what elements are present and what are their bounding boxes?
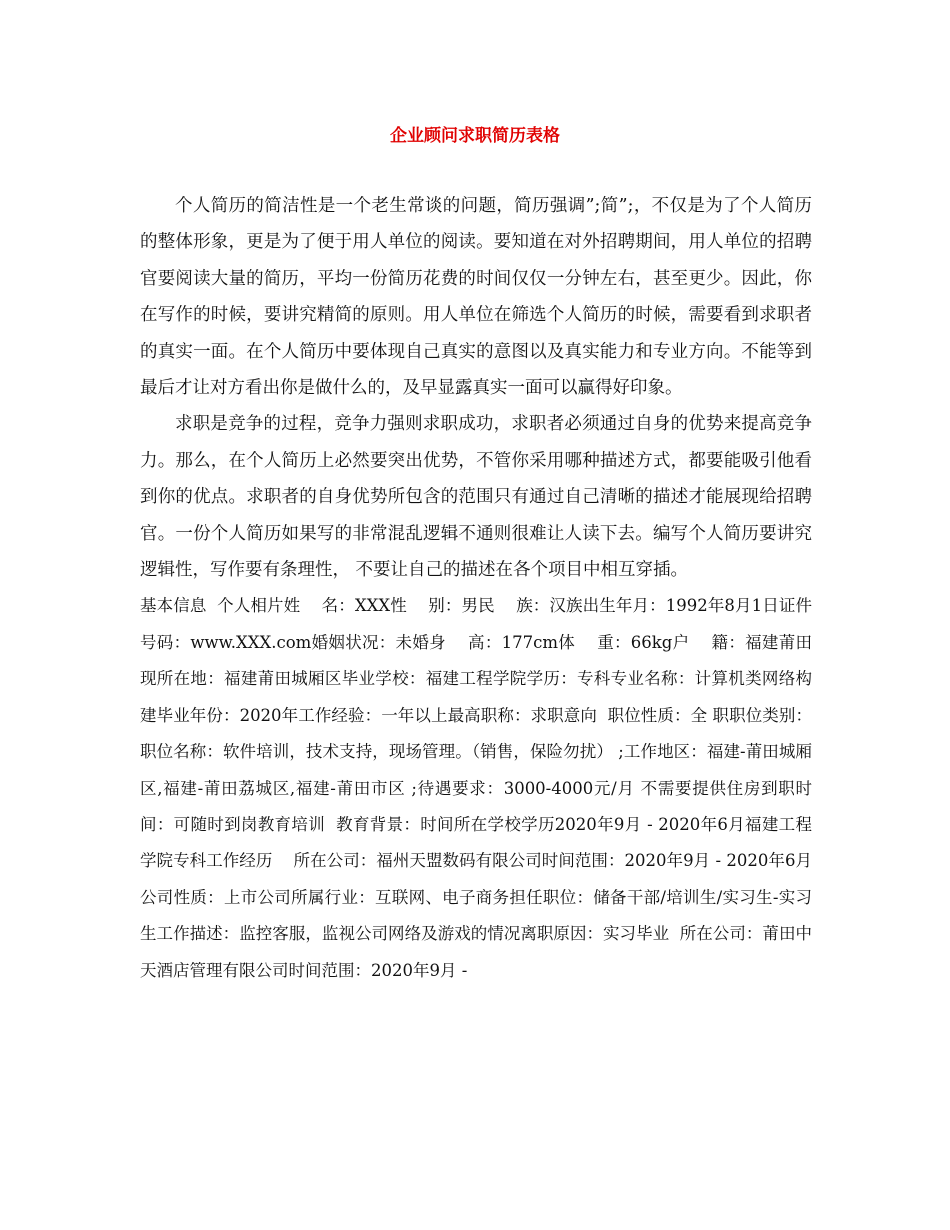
resume-info-block: 基本信息 个人相片姓 名：XXX性 别：男民 族：汉族出生年月：1992年8月1日证件号码：www.XXX.com婚姻状况：未婚身 高：177cm体 重：66kg户 籍：福建莆田现所在地：福建莆田城厢区毕业学校：福建工程学院学历：专科专业名称：计算机类网络构建毕业年份：2020年工作经验：一年以上最高职称：求职意向 职位性质：全 职职位类别：职位名称：软件培训，技术支持，现场管理。（销售，保险勿扰） ;工作地区：福建-莆田城厢区,福建-莆田荔城区,福建-莆田市区 ;待遇要求：3000-4000元/月 不需要提供住房到职时间：可随时到岗教育培训 教育背景：时间所在学校学历2020年9月 - 2020年6月福建工程学院专科工作经历 所在公司：福州天盟数码有限公司时间范围：2020年9月 - 2020年6月公司性质：上市公司所属行业：互联网、电子商务担任职位：储备干部/培训生/实习生-实习生工作描述：监控客服，监视公司网络及游戏的情况离职原因：实习毕业 所在公司：莆田中天酒店管理有限公司时间范围：2020年9月 - [140,596,812,980]
document-title: 企业顾问求职简历表格 [390,126,560,146]
paragraph-2: 求职是竞争的过程，竞争力强则求职成功，求职者必须通过自身的优势来提高竞争力。那么，在个人简历上必然要突出优势，不管你采用哪种描述方式，都要能吸引他看到你的优点。求职者的自身优势所包含的范围只有通过自己清晰的描述才能展现给招聘官。一份个人简历如果写的非常混乱逻辑不通则很难让人读下去。编写个人简历要讲究逻辑性，写作要有条理性， 不要让自己的描述在各个项目中相互穿插。 [140,414,812,581]
document-body [140,188,812,989]
paragraph-1: 个人简历的简洁性是一个老生常谈的问题，简历强调”;简”;，不仅是为了个人简历的整体形象，更是为了便于用人单位的阅读。要知道在对外招聘期间，用人单位的招聘官要阅读大量的简历，平均一份简历花费的时间仅仅一分钟左右，甚至更少。因此，你在写作的时候，要讲究精简的原则。用人单位在筛选个人简历的时候，需要看到求职者的真实一面。在个人简历中要体现自己真实的意图以及真实能力和专业方向。不能等到最后才让对方看出你是做什么的，及早显露真实一面可以赢得好印象。 [140,196,812,399]
